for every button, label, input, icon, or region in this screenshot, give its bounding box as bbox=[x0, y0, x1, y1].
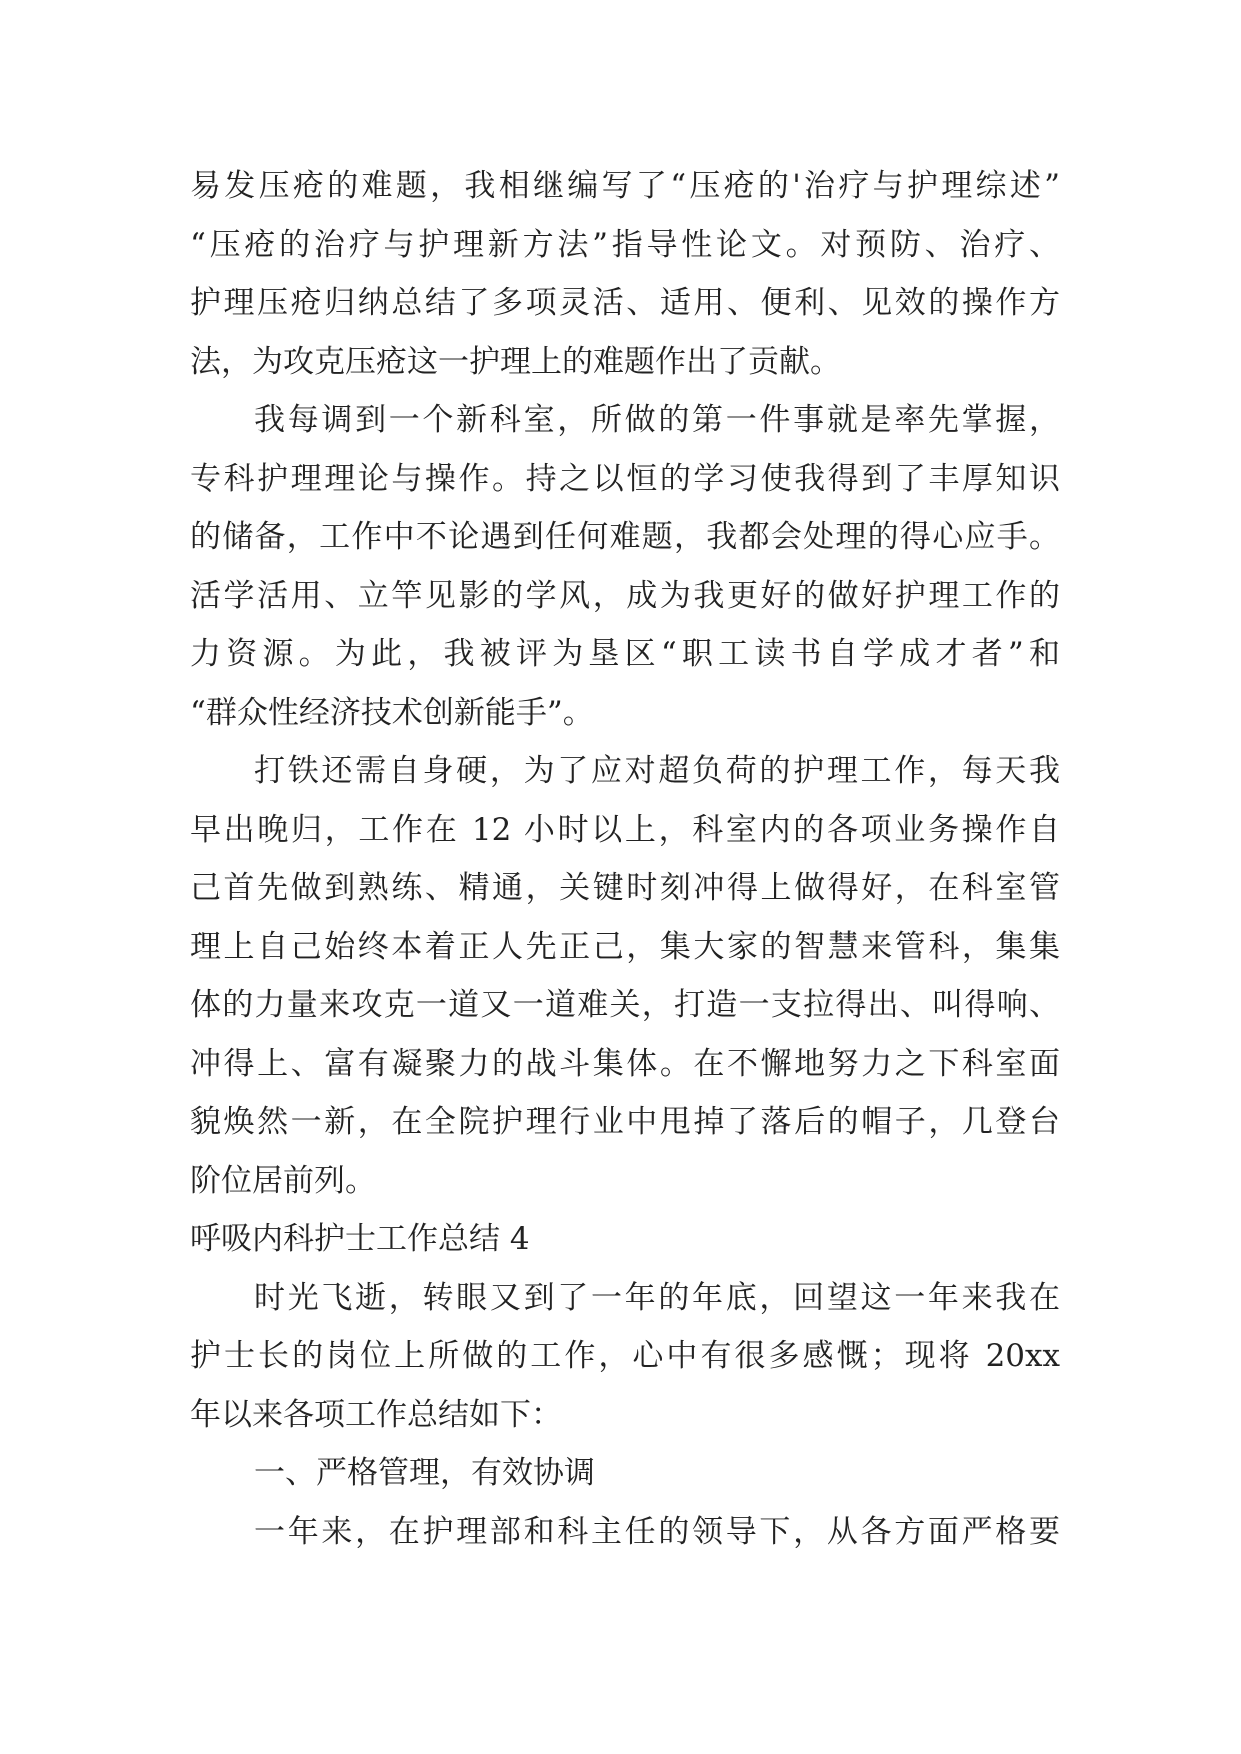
section-heading: 呼吸内科护士工作总结 4 bbox=[190, 1221, 530, 1257]
text-line: 理上自己始终本着正人先正己，集大家的智慧来管科，集集 bbox=[190, 928, 1060, 965]
text-line: 法，为攻克压疮这一护理上的难题作出了贡献。 bbox=[190, 343, 841, 380]
text-line: 护理压疮归纳总结了多项灵活、适用、便利、见效的操作方 bbox=[190, 285, 1060, 321]
text-line: 时光飞逝，转眼又到了一年的年底，回望这一年来我在 bbox=[254, 1279, 1060, 1316]
text-line: 易发压疮的难题，我相继编写了“压疮的'治疗与护理综述” bbox=[190, 168, 1060, 204]
text-line: 活学活用、立竿见影的学风，成为我更好的做好护理工作的 bbox=[190, 577, 1060, 614]
text-line: “压疮的治疗与护理新方法”指导性论文。对预防、治疗、 bbox=[190, 226, 1060, 263]
text-line: “群众性经济技术创新能手”。 bbox=[190, 694, 594, 731]
text-line: 年以来各项工作总结如下： bbox=[190, 1396, 562, 1433]
document-body bbox=[190, 157, 1060, 1561]
text-line: 体的力量来攻克一道又一道难关，打造一支拉得出、叫得响、 bbox=[190, 987, 1060, 1023]
text-line: 护士长的岗位上所做的工作，心中有很多感慨；现将 20xx bbox=[190, 1338, 1060, 1374]
text-line: 的储备，工作中不论遇到任何难题，我都会处理的得心应手。 bbox=[190, 519, 1060, 555]
text-line: 我每调到一个新科室，所做的第一件事就是率先掌握， bbox=[254, 402, 1060, 438]
text-line: 打铁还需自身硬，为了应对超负荷的护理工作，每天我 bbox=[254, 753, 1060, 789]
text-line: 力资源。为此，我被评为垦区“职工读书自学成才者”和 bbox=[190, 636, 1060, 672]
text-line: 专科护理理论与操作。持之以恒的学习使我得到了丰厚知识 bbox=[190, 460, 1060, 497]
text-line: 一年来，在护理部和科主任的领导下，从各方面严格要 bbox=[254, 1513, 1060, 1550]
text-line: 阶位居前列。 bbox=[190, 1162, 376, 1199]
text-line: 冲得上、富有凝聚力的战斗集体。在不懈地努力之下科室面 bbox=[190, 1045, 1060, 1082]
text-line: 早出晚归，工作在 12 小时以上，科室内的各项业务操作自 bbox=[190, 811, 1060, 848]
text-line: 貌焕然一新，在全院护理行业中甩掉了落后的帽子，几登台 bbox=[190, 1104, 1060, 1140]
text-line: 一、严格管理，有效协调 bbox=[254, 1455, 595, 1491]
text-line: 己首先做到熟练、精通，关键时刻冲得上做得好，在科室管 bbox=[190, 870, 1060, 906]
